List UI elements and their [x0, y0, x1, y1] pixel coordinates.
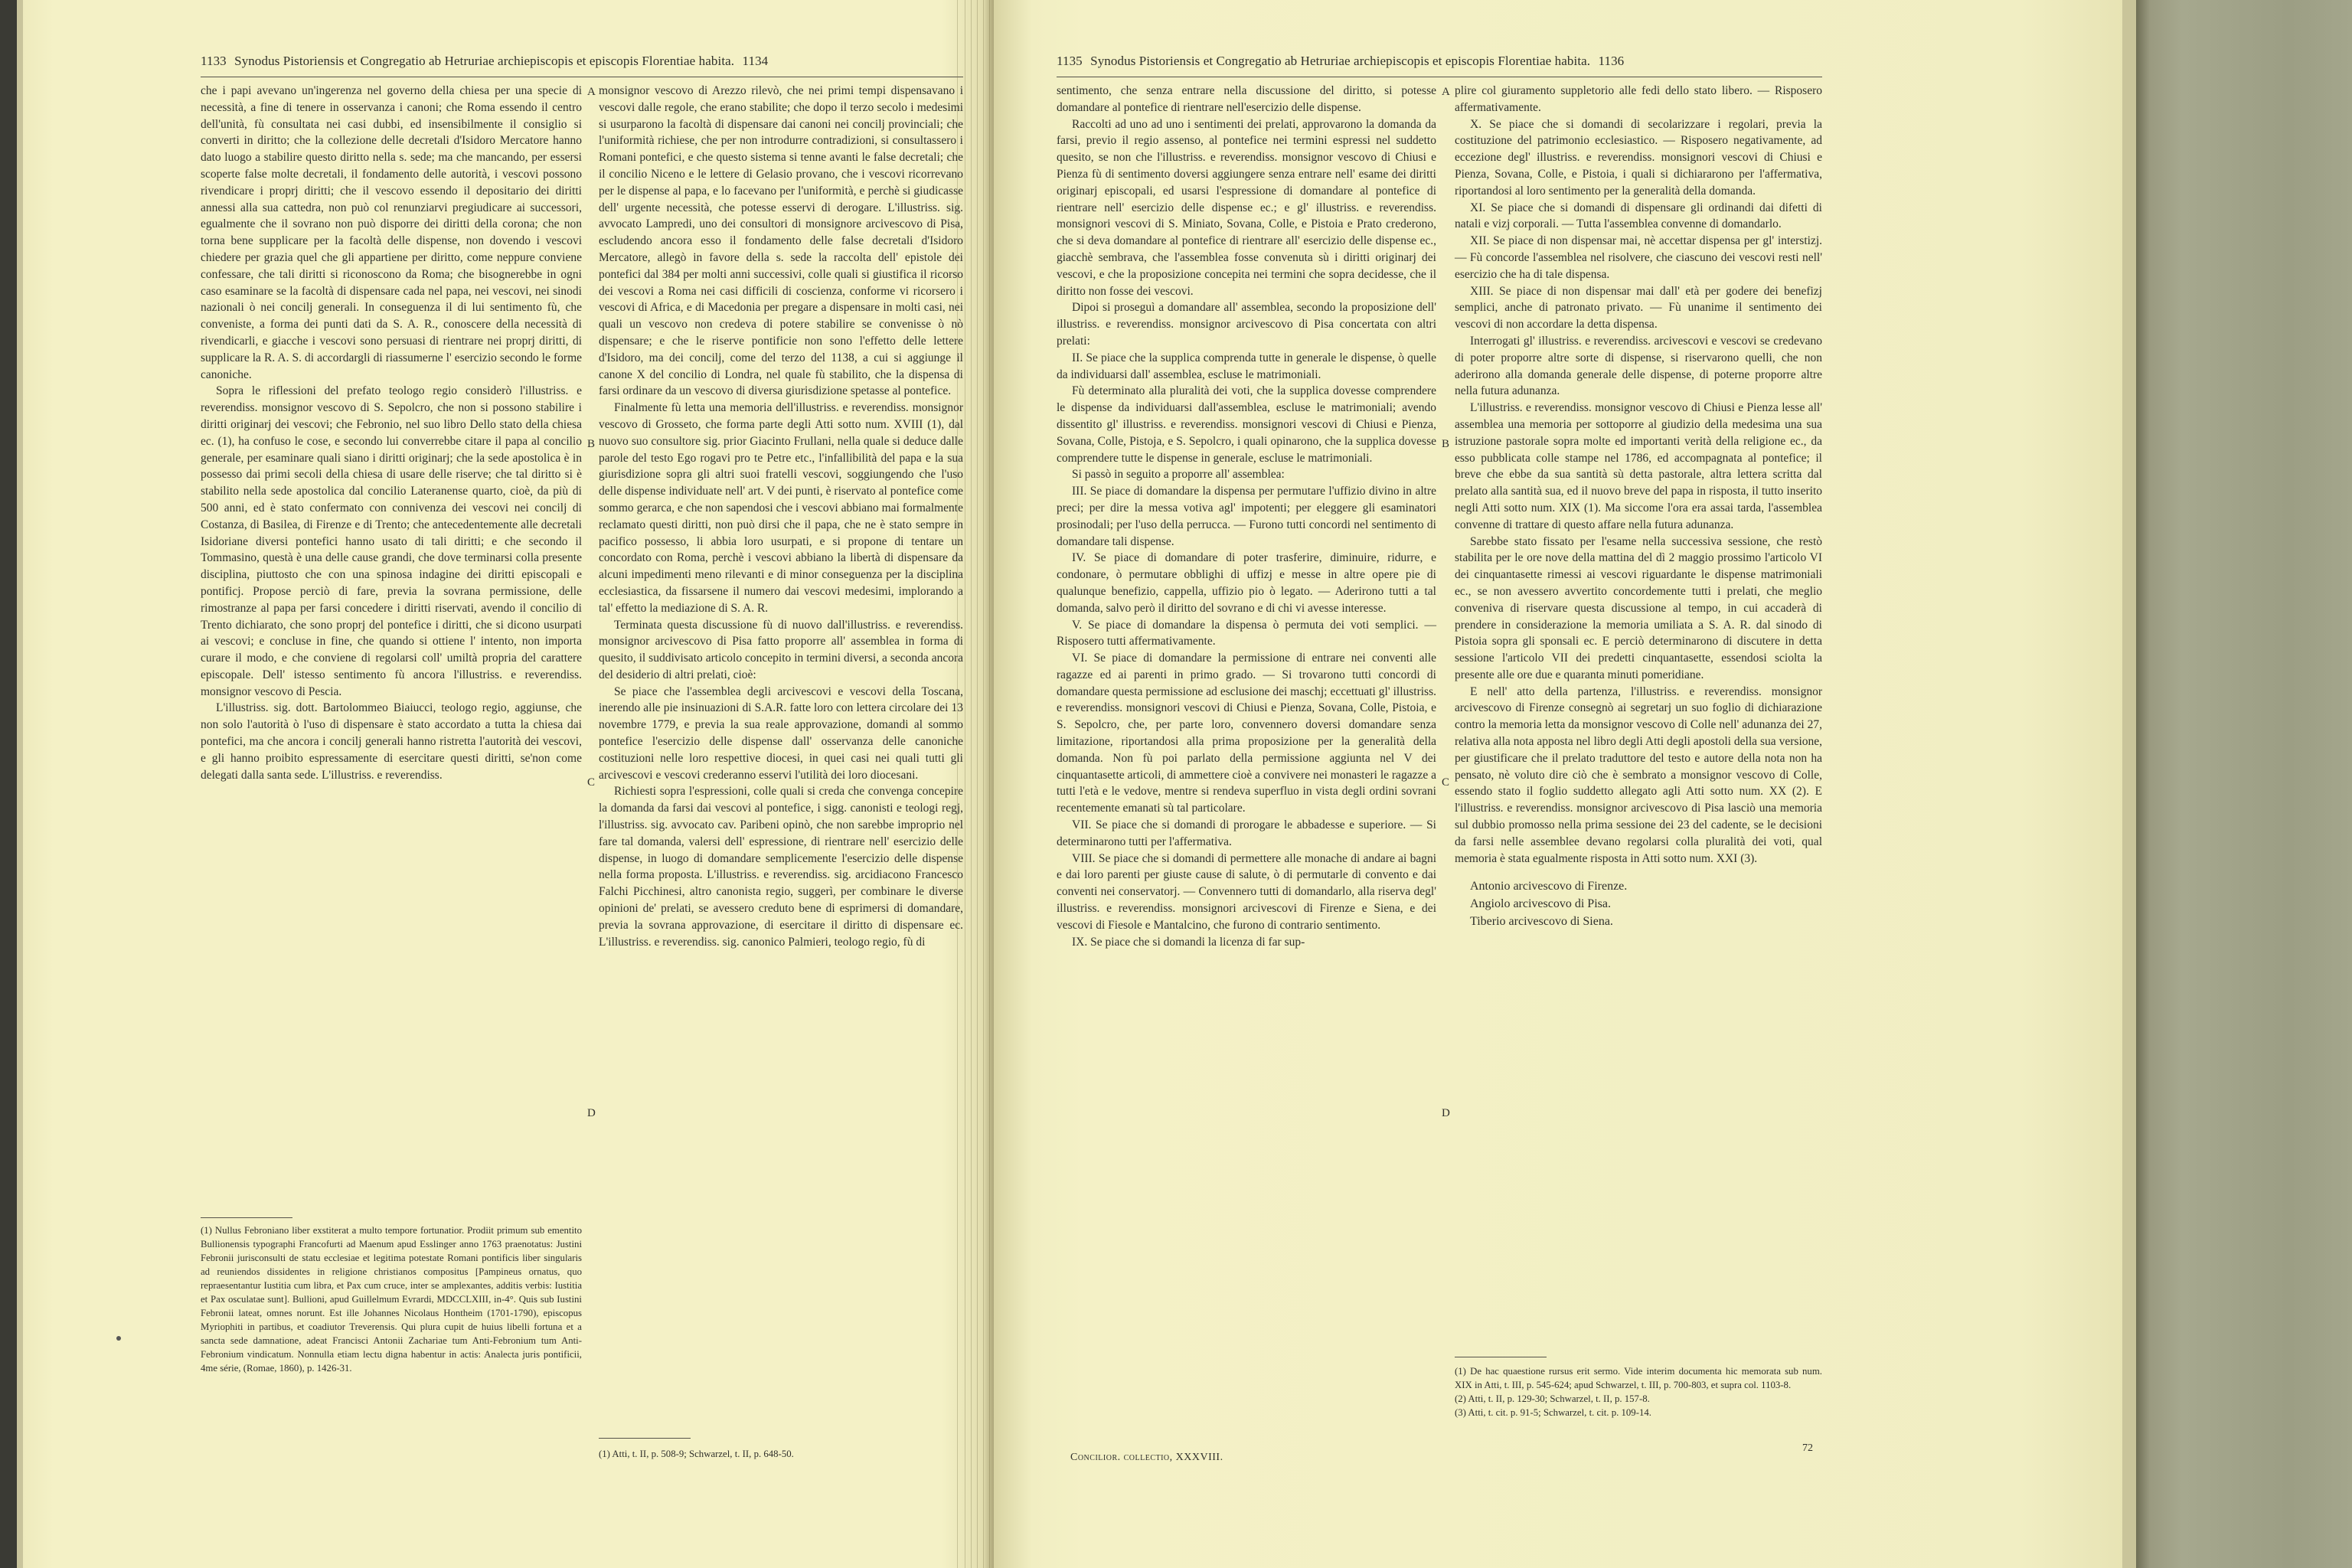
right-margin-letter-c: C — [1442, 776, 1450, 789]
right-col1-paragraph-8: IV. Se piace di domandare di poter trasferire, diminuire, ridurre, e condonare, ò permutare obblighi di uffizj e messe in altre opere pie di qualunque benefizio, cappella, uffizio pio ò legato. — Aderirono tutti a tal domanda, salvo però il diritto del sovrano e di chi vi avesse interesse. — [1057, 551, 1436, 615]
left-col2-paragraph-5: Richiesti sopra l'espressioni, colle quali si creda che convenga concepire la domanda da farsi dai vescovi al pontefice, i sigg. canonisti e teologi regj, l'illustriss. sig. avvocato cav. Paribeni opinò, che non sarebbe improprio nel fare tal domanda, valersi dell' espressione, di rientrare nell' esercizio delle dispense, in luogo di domandare semplicemente l'esercizio delle dispense nella forma proposta. L'illustriss. e reverendiss. sig. arcidiacono Francesco Falchi Picchinesi, altro canonista regio, suggerì, per combinare le diverse opinioni de' prelati, se avessero creduto bene di esprimersi di domandare, previa la sovrana approvazione, di esercitare il diritto di dispensare ec. L'illustriss. e reverendiss. sig. canonico Palmieri, teologo regio, fù di — [599, 785, 963, 949]
left-col1-paragraph-2: Sopra le riflessioni del prefato teologo regio considerò l'illustriss. e reverendiss. monsignor vescovo di S. Sepolcro, che non si possono stabilire i diritti originarj dei vescovi; che Febronio, nel suo libro Dello stato della chiesa ec. (1), ha confuso le cose, e secondo lui converrebbe citare il papa al concilio generale, per esaminare quali siano i diritti originarj; che la sede apostolica è in possesso dai primi secoli della chiesa di usare delle riserve; che tal diritto si è stabilito nella sede apostolica dal concilio Lateranense quarto, cioè, da più di 500 anni, ed è stato confermato con connivenza dei vescovi nei concilj di Costanza, di Basilea, di Firenze e di Trento; che antecedentemente alle decretali Isidoriane diversi pontefici hanno usato di tali diritti; e che secondo il Tommasino, questà è una delle cause grandi, che dove terminarsi colla presente disciplina, piuttosto che con una spinosa indagine dei diritti episcopali e pontificj. Propose perciò di fare, previa la sovrana permissione, delle rimostranze al papa per farsi concedere i diritti riservati, avendo il concilio di Trento dichiarato, che sono proprj del pontefice i diritti, che si dicono usurpati ai vescovi; e concluse in fine, che quando si ottiene l' intento, non importa curare il modo, e che conviene di regolarsi coll' umiltà propria del carattere episcopale. Dell' istesso sentimento fù ancora l'illustriss. e reverendiss. monsignor vescovo di Pescia. — [201, 384, 582, 698]
right-col1-paragraph-12: VIII. Se piace che si domandi di permettere alle monache di andare ai bagni e dai loro parenti per giuste cause di salute, ò di permutarle di convento e dai conventi nei conservatorj. — Convennero tutti di domandarlo, alla riserva degl' illustriss. e reverendiss. monsignori arcivescovi di Firenze e Siena, e dei vescovi di Fiesole e Mantalcino, che furono di contrario sentimento. — [1057, 851, 1436, 932]
right-header-title: Synodus Pistoriensis et Congregatio ab Hetruriae archiepiscopis et episcopis Florentiae habita. — [1090, 54, 1591, 68]
left-header-right-number: 1134 — [742, 54, 769, 68]
right-col2-paragraph-3: XI. Se piace che si domandi di dispensare gli ordinandi dai difetti di natali e vizj corporali. — Tutta l'assemblea convenne di domandarlo. — [1455, 201, 1822, 231]
left-header-left-number: 1133 — [201, 54, 227, 68]
scan-speck — [116, 1336, 121, 1341]
left-header-title: Synodus Pistoriensis et Congregatio ab Hetruriae archiepiscopis et episcopis Florentiae habita. — [234, 54, 735, 68]
left-col1-footnote — [201, 1223, 582, 1375]
left-col2-paragraph-1: monsignor vescovo di Arezzo rilevò, che nei primi tempi dispensavano i vescovi dalle regole, che erano stabilite; che dopo il terzo secolo i medesimi si usurparono la facoltà di dispensare dai canoni nei concilj provinciali; che l'uniformità richiese, che per non introdurre contradizioni, si consultassero i Romani pontefici, e che questo sistema si tenne avanti le false decretali; che il concilio Niceno e le lettere di Gelasio provano, che i vescovi ricorrevano per le dispense al papa, e lo facevano per l'uniformità, e perchè si giudicasse dell' urgente necessità, che potesse esservi di derogare. L'illustriss. sig. avvocato Lampredi, uno dei consultori di monsignore arcivescovo di Pisa, escludendo ancora esso il fondamento delle false decretali d'Isidoro Mercatore, allegò in favore della s. sede la raccolta dell' epistole dei pontefici dal 384 per molti anni successivi, colle quali si giustifica il ricorso dei vescovi a Roma nei casi difficili di coscienza, conforme vi ricorsero i vescovi di Africa, e di Macedonia per pregare a dispensare in molti casi, nei quali un vescovo non credeva di potere stabilire se convenisse ò nò dispensare; e che le riserve pontificie non sono l'effetto delle lettere d'Isidoro, ma dei concilj, come del terzo del 1138, a cui si aggiunge il canone X del concilio di Londra, nel quale fù stabilito, che la dispensa di farsi ordinare da un vescovo di diversa giurisdizione spetasse al pontefice. — [599, 84, 963, 398]
right-header-right-number: 1136 — [1598, 54, 1625, 68]
right-col1-paragraph-3: Dipoi si proseguì a domandare all' assemblea, secondo la proposizione dell' illustriss. e reverendiss. monsignor arcivescovo di Pisa concertata con altri prelati: — [1057, 301, 1436, 348]
left-page — [23, 0, 994, 1568]
left-col2-paragraph-4: Se piace che l'assemblea degli arcivescovi e vescovi della Toscana, inerendo alle pie insinuazioni di S.A.R. fatte loro con lettera circolare dei 13 novembre 1779, e previa la sua reale approvazione, domandi al sommo pontefice l'esercizio delle dispense dall' osservanza delle canoniche costituzioni nelle loro respettive diocesi, in quei casi nei quali tutti gli arcivescovi e vescovi crederanno esservi l'utilità dei loro diocesani. — [599, 684, 963, 782]
background-cloth — [2136, 0, 2352, 1568]
left-col2-footnote — [599, 1447, 963, 1461]
right-column-2 — [1455, 83, 1822, 930]
left-column-2 — [599, 83, 963, 950]
right-col1-paragraph-6: Si passò in seguito a proporre all' assemblea: — [1072, 468, 1285, 482]
left-col1-footnote-rule — [201, 1217, 292, 1218]
left-margin-letter-c: C — [587, 776, 596, 789]
right-col1-paragraph-13: IX. Se piace che si domandi la licenza di far sup- — [1072, 935, 1305, 949]
left-column-1 — [201, 83, 582, 783]
right-col1-paragraph-2: Raccolti ad uno ad uno i sentimenti dei prelati, approvarono la domanda da farsi, previo il regio assenso, al pontefice nei termini espressi nel suddetto quesito, se non che l'illustriss. e reverendiss. monsignor vescovo di Chiusi e Pienza fù di sentimento doversi aggiungere senza entrare nell' esame dei diritti originarj episcopali, ed usarsi l'espressione di domandare al pontefice di rientrare nell' esercizio delle dispense ec.; e gl' illustriss. e reverendiss. monsignori vescovi di S. Miniato, Sovana, Colle, e Pistoia e Prato crederono, che si deva domandare al pontefice di rientrare all' esercizio delle dispense ec., giacchè sembrava, che l'assemblea fosse convenuta sù i diritti originarj dei vescovi, e che la proposizione concepita nei termini che sopra decidesse, che il diritto non fosse dei vescovi. — [1057, 117, 1436, 298]
right-column-1 — [1057, 83, 1436, 950]
left-margin-letter-d: D — [587, 1107, 596, 1119]
right-col2-paragraph-4: XII. Se piace di non dispensar mai, nè accettar dispensa per gl' interstizj. — Fù concorde l'assemblea nel risolvere, che ciascuno dei vescovi resti nell' esercizio che ha di tale dispensa. — [1455, 234, 1822, 281]
signature-firenze: Antonio arcivescovo di Firenze. — [1470, 880, 1628, 893]
left-margin-letter-b: B — [587, 438, 596, 450]
left-col1-paragraph-3: L'illustriss. sig. dott. Bartolommeo Biaiucci, teologo regio, aggiunse, che non solo l'autorità ò l'uso di dispensare è stato accordato a tutta la chiesa dai pontefici, ma che ancora i concilj generali hanno ristretta l'autorità dei vescovi, e gli hanno proibito espressamente di esercitare questi diritti, se'non come delegati dalla santa sede. L'illustriss. e reverendiss. — [201, 701, 582, 782]
right-footnote-2: (2) Atti, t. II, p. 129-30; Schwarzel, t. II, p. 157-8. — [1455, 1393, 1650, 1404]
right-col1-paragraph-10: VI. Se piace di domandare la permissione di entrare nei conventi alle ragazze ed ai parenti in primo grado. — Si trovarono tutti concordi di domandare questa permissione ad esclusione dei maschj; eccettuati gl' illustriss. e reverendiss. monsignori vescovi di Chiusi e Pienza, Sovana, Colle, Pistoia, e S. Sepolcro, che, per parte loro, convennero doversi domandare senza limitazione, riportandosi alla prima proposizione per la generalità della domanda. Non fù poi parlato della permissione aggiunta nel V dei cinquantasette articoli, di ammettere cioè a convivere nei monasteri le ragazze a tutti l'età e le vedove, mentre si rendeva superfluo in vista degli ordini sovrani recentemente emanati sù tal particolare. — [1057, 652, 1436, 815]
right-col2-paragraph-9: E nell' atto della partenza, l'illustriss. e reverendiss. monsignor arcivescovo di Firenze consegnò ai segretarj un suo foglio di dichiarazione contro la memoria letta da monsignor vescovo di Colle nell' adunanza dei 27, relativa alla nota apposta nel libro degli Atti degli apostoli della sua versione, per giustificare che il prelato traduttore del testo e autore della nota non ha pensato, nè voluto dire ciò che è sembrato a monsignor vescovo di Colle, essendo stato il foglio suddetto allegato agli Atti sotto num. XX (2). E l'illustriss. e reverendiss. monsignor arcivescovo di Pisa lasciò una memoria sul dubbio promosso nella prima sessione dei 23 del cadente, se le decisioni da farsi nelle assemblee devano regolarsi colla pluralità dei voti, qual memoria è stata egualmente risposta in Atti sotto num. XXI (3). — [1455, 684, 1822, 865]
right-margin-letter-b: B — [1442, 438, 1450, 450]
right-col2-paragraph-6: Interrogati gl' illustriss. e reverendiss. arcivescovi e vescovi se credevano di poter proporre altre sorte di dispense, si riservarono quelli, che non aderirono alla domanda generale delle dispense, di poterne proporre altre nella futura adunanza. — [1455, 334, 1822, 398]
right-col1-paragraph-4: II. Se piace che la supplica comprenda tutte in generale le dispense, ò quelle da individuarsi dall' assemblea, escluse le matrimoniali. — [1057, 351, 1436, 381]
left-col2-footnote-rule — [599, 1438, 691, 1439]
left-footnote-2: (1) Atti, t. II, p. 508-9; Schwarzel, t. II, p. 648-50. — [599, 1449, 794, 1459]
right-margin-letter-d: D — [1442, 1107, 1450, 1119]
right-col2-paragraph-1: plire col giuramento suppletorio alle fedi dello stato libero. — Risposero affermativamente. — [1455, 84, 1822, 114]
signature-pisa: Angiolo arcivescovo di Pisa. — [1470, 897, 1611, 911]
right-col2-paragraph-7: L'illustriss. e reverendiss. monsignor vescovo di Chiusi e Pienza lesse all' assemblea una memoria per sottoporre al giudizio della medesima una sua istruzione pastorale sopra molte ed importanti verità della religione ec., da esso pubblicata colle stampe nel 1786, ed accompagnata al pontefice; il breve che ebbe da sua santità sù detta pastorale, altra lettera scritta dal prelato alla santità sua, ed il nuovo breve del papa in risposta, il tutto inserito negli Atti sotto num. XIX (1). Ma siccome l'ora era assai tarda, l'assemblea convenne di trattare di questo affare nella futura adunanza. — [1455, 401, 1822, 531]
signature-siena: Tiberio arcivescovo di Siena. — [1470, 915, 1613, 929]
left-margin-letter-a: A — [587, 86, 596, 98]
right-page-header — [1057, 54, 1624, 69]
right-col1-paragraph-7: III. Se piace di domandare la dispensa per permutare l'uffizio divino in altre preci; per dire la messa votiva agl' impotenti; per eleggere gli esaminatori prosinodali; per l'uso della perrucca. — Furono tutti concordi nel sentimento di domandare tali dispense. — [1057, 485, 1436, 548]
right-col1-paragraph-11: VII. Se piace che si domandi di prorogare le abbadesse e superiore. — Si determinarono tutti per l'affermativa. — [1057, 818, 1436, 848]
signature-mark: Concilior. collectio, XXXVIII. — [1070, 1452, 1223, 1463]
left-footnote-1: (1) Nullus Febroniano liber exstiterat a multo tempore fortunatior. Prodiit primum sub ementito Bullionensis typographi Francofurti ad Maenum apud Esslinger anno 1763 praenotatus: Justini Febronii jurisconsulti de statu ecclesiae et legitima potestate Romani pontificis liber singularis ad reuniendos dissidentes in religione christianos compositus [Pampineus ornatus, quo repraesentantur Iustitia cum libra, et Pax cum cruce, inter se amplexantes, additis verbis: Iustitia et Pax osculatae sunt]. Bullioni, apud Guillelmum Evrardi, MDCCLXIII, in-4°. Quis sub Iustini Febronii lateat, omnes norunt. Est ille Johannes Nicolaus Hontheim (1701-1790), episcopus Myriophiti in partibus, et coadiutor Treverensis. Qui plura cupit de huius libelli fortuna et a sancta sede damnatione, adeat Francisci Antonii Zachariae tum Anti-Febronium tum Anti-Febronium vindicatum. Nonnulla etiam lectu digna habentur in actis: Analecta juris pontificii, 4me série, (Romae, 1860), p. 1426-31. — [201, 1225, 582, 1374]
right-col2-paragraph-5: XIII. Se piace di non dispensar mai dall' età per godere dei benefizj semplici, anche di patronato privato. — Fù unanime il sentimento dei vescovi di non accordare la detta dispensa. — [1455, 284, 1822, 332]
right-footnote-1: (1) De hac quaestione rursus erit sermo. Vide interim documenta hic memorata sub num. XIX in Atti, t. III, p. 545-624; apud Schwarzel, t. III, p. 700-803, et supra col. 1103-8. — [1455, 1366, 1822, 1390]
left-col2-paragraph-3: Terminata questa discussione fù di nuovo dall'illustriss. e reverendiss. monsignor arcivescovo di Pisa fatto proporre all' assemblea in forma di quesito, il suddivisato articolo concepito in termini diversi, a seconda ancora del desiderio di altri prelati, cioè: — [599, 618, 963, 681]
right-margin-letter-a: A — [1442, 86, 1450, 98]
sheet-number: 72 — [1802, 1442, 1813, 1454]
left-page-header — [201, 54, 768, 69]
right-footnotes — [1455, 1364, 1822, 1419]
right-col2-paragraph-8: Sarebbe stato fissato per l'esame nella successiva sessione, che restò stabilita per le ore nove della mattina del dì 2 maggio prossimo l'articolo VI dei cinquantasette rimessi ai vescovi riguardante le dispense matrimoniali ec., se non avessero avvertito concordemente tutti i prelati, che meglio conveniva di riservare questa discussione al tempo, in cui accaderà di prendere in considerazione la memoria umiliata a S. A. R. dal sinodo di Pistoia sopra gli sponsali ec. E perciò determinarono di discutere in detta sessione l'articolo VII dei predetti cinquantasette, essendosi sciolta la presente alle ore due e quaranta minuti pomeridiane. — [1455, 534, 1822, 681]
book-shadow — [17, 0, 23, 1568]
scan-edge — [0, 0, 17, 1568]
left-col2-paragraph-2: Finalmente fù letta una memoria dell'illustriss. e reverendiss. monsignor vescovo di Grosseto, che forma parte degli Atti sotto num. XVIII (1), dal nuovo suo consultore sig. prior Giacinto Frullani, nella quale si deduce dalle parole del testo Ego rogavi pro te Petre etc., l'infallibilità del papa e la sua giurisdizione sopra gli altri suoi fratelli vescovi, soggiungendo che l'uso delle dispense individuate nell' art. V dei punti, è riservato al pontefice come sommo gerarca, e che non sapendosi che i vescovi abbiano mai formalmente reclamato questi diritti, non può dirsi che il papa, che ne è stato sempre in pacifico possesso, li abbia loro usurpati, e si propone di tentare un concordato con Roma, perchè i vescovi abbiano la libertà di dispensare da alcuni impedimenti meno rilevanti e di minor conseguenza per la disciplina ecclesiastica, da fissarsene il numero dai vescovi medesimi, implorando a tal' effetto la mediazione di S. A. R. — [599, 401, 963, 615]
left-col1-paragraph-1: che i papi avevano un'ingerenza nel governo della chiesa per una specie di necessità, a fine di tenere in osservanza i canoni; che Roma essendo il centro dell'unità, fù consultata nei casi dubbi, ed insensibilmente il consiglio si converti in diritto; che la collezione delle decretali d'Isidoro Mercatore hanno dato luogo a stabilire questo diritto nella s. sede; ma che mancando, per essersi scoperte false molte decretali, il fondamento delle autorità, i vescovi possono rivendicare i proprj diritti; che il vescovo essendo il depositario dei diritti annessi alla sua cattedra, non può col renunziarvi pregiudicare ai successori, egualmente che il sovrano non può disporre dei diritti della corona; che non torna bene supplicare per la facoltà delle dispense, non dovendo i vescovi chiedere per grazia quel che gli appartiene per diritto, come neppure conviene confessare, che tali diritti si riconoscono da Roma; che bisognerebbe in ogni caso esaminare se la facoltà di dispensare cada nel papa, nei vescovi, nei sinodi nazionali ò nei concilj generali. In conseguenza il di lui sentimento fù, che conveniste, a forma dei punti dati da S. A. R., conoscere della necessità di rivendicarli, e giacche i vescovi sono persuasi di rientrare nei proprj diritti, di supplicare la R. A. S. di accordargli di riassumerne l' esercizio secondo le forme canoniche. — [201, 84, 582, 381]
right-page — [994, 0, 2124, 1568]
right-header-left-number: 1135 — [1057, 54, 1083, 68]
right-footnote-3: (3) Atti, t. cit. p. 91-5; Schwarzel, t. cit. p. 109-14. — [1455, 1407, 1651, 1418]
right-col2-paragraph-2: X. Se piace che si domandi di secolarizzare i regolari, previa la costituzione del patrimonio ecclesiastico. — Risposero negativamente, ad eccezione degl' illustriss. e reverendiss. monsignori vescovi di Chiusi e Pienza, Sovana, Colle, e Pistoia, i quali si dichiararono per l'affermativa, riportandosi al loro sentimento per la generalità della domanda. — [1455, 117, 1822, 198]
right-col1-paragraph-5: Fù determinato alla pluralità dei voti, che la supplica dovesse comprendere le dispense da individuarsi dall'assemblea, escluse le matrimoniali; avendo dissentito gl' illustriss. e reverendiss. monsignori vescovi di Chiusi e Pienza, Sovana, Colle, Pistoja, e S. Sepolcro, i quali opinarono, che la supplica dovesse comprendere tutte le dispense in generale, escluse le matrimoniali. — [1057, 384, 1436, 465]
right-col1-paragraph-1: sentimento, che senza entrare nella discussione del diritto, si potesse domandare al pontefice di rientrare nell'esercizio delle dispense. — [1057, 84, 1436, 114]
right-col1-paragraph-9: V. Se piace di domandare la dispensa ò permuta dei voti semplici. — Risposero tutti affermativamente. — [1057, 618, 1436, 648]
